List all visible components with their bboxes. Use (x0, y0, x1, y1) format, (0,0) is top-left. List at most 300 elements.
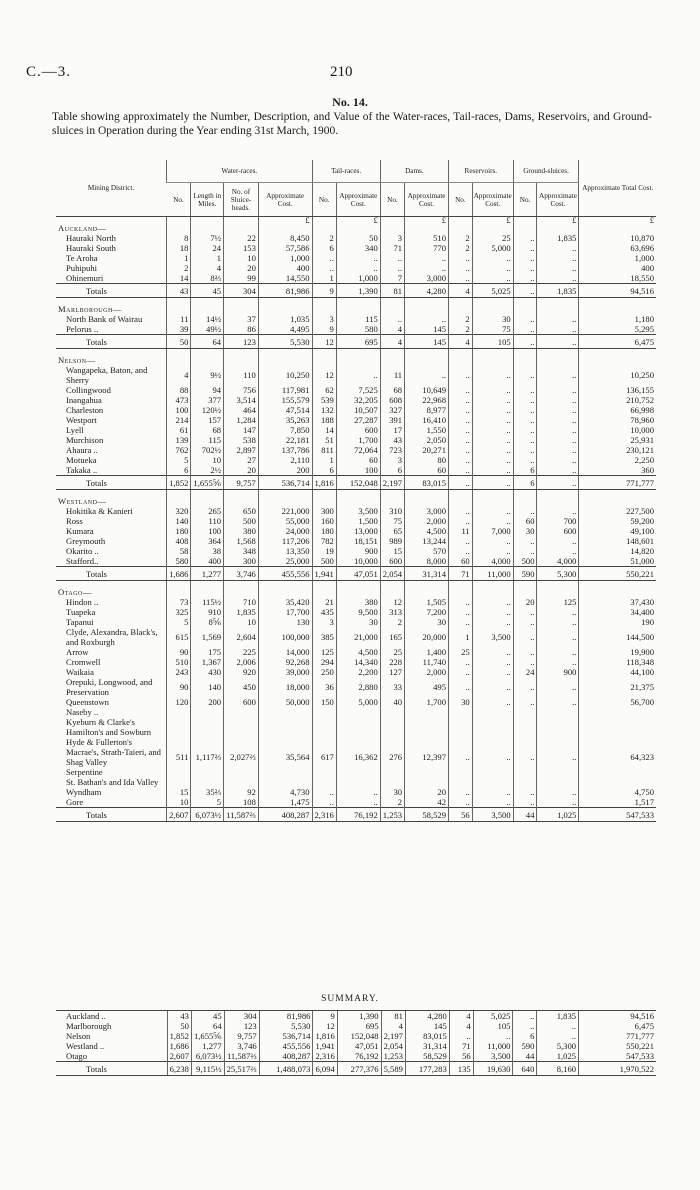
cell: 58,529 (405, 1051, 449, 1062)
cell: 14 (167, 273, 191, 284)
cell: 400 (579, 263, 656, 273)
cell: 2,110 (258, 455, 312, 465)
cell: 364 (191, 536, 224, 546)
cell: .. (537, 405, 579, 415)
cell (513, 707, 537, 717)
cell (224, 304, 259, 314)
district-heading-row (56, 223, 656, 233)
cell: 11,587⅔ (224, 1051, 259, 1062)
cell: 86 (224, 324, 259, 335)
cell: 30 (449, 697, 473, 707)
cell: .. (513, 797, 537, 808)
cell (312, 717, 336, 737)
cell: .. (312, 253, 336, 263)
cell: 1,035 (258, 314, 312, 324)
cell: .. (472, 536, 513, 546)
cell: 723 (380, 445, 404, 455)
cell: .. (449, 617, 473, 627)
cell: .. (537, 435, 579, 445)
cell: 2,000 (405, 516, 449, 526)
cell (449, 496, 473, 506)
district-name: Waikaia (66, 667, 94, 677)
summary-heading: SUMMARY. (321, 994, 379, 1004)
cell: 4 (449, 335, 473, 349)
district-name: Collingwood (66, 385, 111, 395)
cell (513, 223, 537, 233)
cell: 139 (167, 435, 191, 445)
cell (224, 737, 259, 747)
district-name: North Bank of Wairau (66, 314, 143, 324)
cell: .. (537, 243, 579, 253)
table-row (56, 737, 656, 747)
district-name: Naseby .. (66, 707, 99, 717)
cell: .. (537, 506, 579, 516)
cell: .. (472, 445, 513, 455)
district-name: Westport (66, 415, 97, 425)
cell (513, 355, 537, 365)
cell: .. (449, 797, 473, 808)
cell: .. (449, 425, 473, 435)
cell (380, 304, 404, 314)
district-name: Greymouth (66, 536, 106, 546)
district-name: Totals (56, 567, 167, 581)
cell: 8,160 (537, 1062, 579, 1076)
cell: 1,000 (336, 273, 380, 284)
cell: 120½ (191, 405, 224, 415)
cell (537, 223, 579, 233)
cell: 157 (191, 415, 224, 425)
cell: 500 (312, 556, 336, 567)
cell (167, 587, 191, 597)
cell: 140 (167, 516, 191, 526)
cell: .. (537, 314, 579, 324)
cell: 92 (224, 787, 259, 797)
cell: 3,746 (224, 1041, 259, 1051)
cell: 5 (191, 797, 224, 808)
currency-sign: £ (336, 217, 380, 224)
cell: 190 (579, 617, 656, 627)
cell (472, 767, 513, 777)
district-name: Marlborough— (58, 304, 122, 314)
cell: 177,283 (405, 1062, 449, 1076)
table-row (56, 747, 656, 767)
cell: .. (472, 657, 513, 667)
cell: 10,250 (579, 365, 656, 385)
cell: 14 (312, 425, 336, 435)
cell (449, 777, 473, 787)
cell: 3 (380, 455, 404, 465)
cell: .. (513, 747, 537, 767)
cell: 1,970,522 (579, 1062, 656, 1076)
cell: 9 (313, 1011, 337, 1022)
cell: 150 (312, 697, 336, 707)
cell: 3 (312, 314, 336, 324)
cell: 43 (167, 284, 191, 298)
cell: 771,777 (579, 476, 656, 490)
cell: 455,556 (259, 1041, 313, 1051)
cell: 50,000 (258, 697, 312, 707)
table-row (56, 1041, 656, 1051)
cell: .. (449, 445, 473, 455)
cell: .. (537, 455, 579, 465)
cell (167, 223, 191, 233)
cell: 14½ (191, 314, 224, 324)
cell: .. (513, 405, 537, 415)
table-row (56, 767, 656, 777)
table-row (56, 233, 656, 243)
cell: .. (537, 465, 579, 476)
cell: 4 (449, 1011, 473, 1022)
district-name: Cromwell (66, 657, 101, 667)
cell: 2 (449, 233, 473, 243)
cell (312, 304, 336, 314)
cell: 210,752 (579, 395, 656, 405)
cell: .. (537, 677, 579, 697)
totals-row (56, 567, 656, 581)
cell: 25,000 (258, 556, 312, 567)
cell: 180 (312, 526, 336, 536)
cell: 68 (191, 425, 224, 435)
cell: 2,880 (336, 677, 380, 697)
cell: 695 (337, 1021, 381, 1031)
cell (258, 355, 312, 365)
cell: 7,000 (472, 526, 513, 536)
cell: .. (513, 273, 537, 284)
cell: 408,287 (259, 1051, 313, 1062)
cell: 570 (405, 546, 449, 556)
cell: 59,200 (579, 516, 656, 526)
summary-table-body (56, 1011, 656, 1076)
cell: 221,000 (258, 506, 312, 516)
cell (449, 304, 473, 314)
ground-sluices-header: Ground-sluices. (513, 160, 579, 183)
cell: 600 (336, 425, 380, 435)
table-row (56, 273, 656, 284)
cell: 9½ (191, 365, 224, 385)
cell: 39,000 (258, 667, 312, 677)
cell: 137,786 (258, 445, 312, 455)
totals-row (56, 1062, 656, 1076)
cell: .. (336, 797, 380, 808)
cell (537, 767, 579, 777)
cell: .. (449, 415, 473, 425)
currency-sign: £ (405, 217, 449, 224)
cell: 3,000 (405, 506, 449, 516)
cell: 1,277 (191, 1041, 224, 1051)
cell: 20,271 (405, 445, 449, 455)
cell (579, 304, 656, 314)
cell: 51 (312, 435, 336, 445)
cell: 38 (191, 546, 224, 556)
cell (258, 767, 312, 777)
cell: 4,280 (405, 1011, 449, 1022)
cell: .. (513, 243, 537, 253)
table-row (56, 445, 656, 455)
cell (405, 587, 449, 597)
cell: .. (537, 607, 579, 617)
cell: 5 (167, 455, 191, 465)
cell (579, 717, 656, 737)
cell: 5,589 (381, 1062, 405, 1076)
cell: 66,998 (579, 405, 656, 415)
cell: 1 (191, 253, 224, 263)
cell: 510 (167, 657, 191, 667)
table-row (56, 243, 656, 253)
cell: 1,117⅔ (191, 747, 224, 767)
cell (405, 707, 449, 717)
district-name: Clyde, Alexandra, Black's, and Roxburgh (66, 627, 158, 647)
cell (336, 707, 380, 717)
cell: 50 (167, 1021, 191, 1031)
cell: .. (513, 435, 537, 445)
cell: 22,968 (405, 395, 449, 405)
cell: 31,314 (405, 1041, 449, 1051)
col-approx-cost: Approximate Cost. (336, 183, 380, 217)
table-row (56, 597, 656, 607)
col-no: No. (167, 183, 191, 217)
cell (405, 777, 449, 787)
cell (224, 707, 259, 717)
cell: .. (513, 395, 537, 405)
cell: 61 (167, 425, 191, 435)
cell (191, 355, 224, 365)
cell: 9,115½ (191, 1062, 224, 1076)
cell (312, 223, 336, 233)
cell: 6 (312, 243, 336, 253)
cell: .. (472, 516, 513, 526)
cell: 4,730 (258, 787, 312, 797)
table-row (56, 263, 656, 273)
cell (380, 707, 404, 717)
cell: 108 (224, 797, 259, 808)
cell: .. (472, 667, 513, 677)
cell: 6,475 (579, 1021, 656, 1031)
table-row (56, 787, 656, 797)
cell: 76,192 (337, 1051, 381, 1062)
cell: 25 (449, 647, 473, 657)
cell: .. (513, 425, 537, 435)
cell: 5,000 (336, 697, 380, 707)
cell: 989 (380, 536, 404, 546)
cell (167, 496, 191, 506)
district-name: Motueka (66, 455, 97, 465)
cell: 94,516 (579, 1011, 656, 1022)
reservoirs-header: Reservoirs. (449, 160, 514, 183)
cell: 1,835 (537, 233, 579, 243)
cell (258, 304, 312, 314)
cell: 6,073½ (191, 808, 224, 822)
cell: .. (537, 1031, 579, 1041)
district-header: Mining District. (56, 160, 167, 217)
cell: 11 (449, 526, 473, 536)
cell (312, 777, 336, 787)
table-row (56, 455, 656, 465)
cell (537, 737, 579, 747)
cell: 71 (380, 243, 404, 253)
district-name: Totals (56, 284, 167, 298)
table-row (56, 385, 656, 395)
cell: 10,000 (336, 556, 380, 567)
cell: 100 (167, 405, 191, 415)
cell: .. (472, 506, 513, 516)
cell: 72,064 (336, 445, 380, 455)
table-caption: Table showing approximately the Number, Description, and Value of the Water-races, Tail-races, Dams, Reservoirs, and Ground-sluices in Operation during the Year ending 31st March, 1900. (52, 111, 652, 137)
cell: .. (472, 263, 513, 273)
cell (191, 223, 224, 233)
cell: 11,587⅔ (224, 808, 259, 822)
cell (224, 587, 259, 597)
cell: 243 (167, 667, 191, 677)
cell: 200 (258, 465, 312, 476)
cell: 304 (224, 284, 259, 298)
cell (191, 717, 224, 737)
district-name: Westland— (58, 496, 107, 506)
district-name: Lyell (66, 425, 84, 435)
cell: 5,025 (472, 284, 513, 298)
cell (258, 737, 312, 747)
cell: 49½ (191, 324, 224, 335)
cell: 3 (380, 233, 404, 243)
cell: 4,000 (537, 556, 579, 567)
cell: .. (449, 455, 473, 465)
cell: 2,200 (336, 667, 380, 677)
cell: 2,197 (381, 1031, 405, 1041)
cell: 127 (380, 667, 404, 677)
cell: 550,221 (579, 567, 656, 581)
cell: 1,568 (224, 536, 259, 546)
table-row (56, 556, 656, 567)
cell: 145 (405, 1021, 449, 1031)
cell: 348 (224, 546, 259, 556)
district-name: Auckland .. (56, 1011, 167, 1022)
cell: .. (312, 263, 336, 273)
cell (167, 304, 191, 314)
cell (380, 496, 404, 506)
cell: 11,000 (472, 567, 513, 581)
cell: 62 (312, 385, 336, 395)
cell: 35,420 (258, 597, 312, 607)
table-row (56, 667, 656, 677)
cell: 300 (224, 556, 259, 567)
cell (537, 496, 579, 506)
cell: 47,514 (258, 405, 312, 415)
cell (191, 587, 224, 597)
cell: 539 (312, 395, 336, 405)
cell: 65 (380, 526, 404, 536)
cell (336, 777, 380, 787)
cell: 408,287 (258, 808, 312, 822)
cell: 180 (167, 526, 191, 536)
cell: 145 (405, 335, 449, 349)
col-approx-cost: Approximate Cost. (537, 183, 579, 217)
cell (312, 355, 336, 365)
district-name: Hauraki South (66, 243, 116, 253)
cell: 19 (312, 546, 336, 556)
cell: 1,277 (191, 567, 224, 581)
cell: 100 (191, 526, 224, 536)
cell: 385 (312, 627, 336, 647)
table-row (56, 465, 656, 476)
cell: 1,488,073 (259, 1062, 313, 1076)
cell: 25,517⅔ (224, 1062, 259, 1076)
cell: .. (513, 657, 537, 667)
cell: .. (537, 253, 579, 263)
cell: .. (472, 607, 513, 617)
cell: 47,051 (337, 1041, 381, 1051)
cell: 44 (513, 808, 537, 822)
cell (405, 355, 449, 365)
cell: 39 (167, 324, 191, 335)
cell: 50 (167, 335, 191, 349)
cell: 4 (449, 1021, 473, 1031)
cell: 21 (312, 597, 336, 607)
cell: 1,000 (579, 253, 656, 263)
district-name: Otago— (58, 587, 92, 597)
cell: 2,000 (405, 667, 449, 677)
cell: .. (472, 476, 513, 490)
cell: 294 (312, 657, 336, 667)
cell (258, 496, 312, 506)
cell: .. (513, 617, 537, 627)
cell: .. (537, 273, 579, 284)
cell: 115 (336, 314, 380, 324)
cell: .. (472, 747, 513, 767)
cell: 17,700 (258, 607, 312, 617)
cell: 49,100 (579, 526, 656, 536)
cell: 8,000 (405, 556, 449, 567)
totals-row (56, 335, 656, 349)
cell: 58 (167, 546, 191, 556)
cell (258, 717, 312, 737)
cell: 4 (167, 365, 191, 385)
cell (405, 223, 449, 233)
cell (258, 707, 312, 717)
cell: 547,533 (579, 808, 656, 822)
cell: 92,268 (258, 657, 312, 667)
cell: 12,397 (405, 747, 449, 767)
table-row (56, 717, 656, 737)
cell: .. (537, 425, 579, 435)
cell: 37,430 (579, 597, 656, 607)
cell: .. (513, 314, 537, 324)
district-name: Arrow (66, 647, 89, 657)
cell (380, 717, 404, 737)
cell: 6 (513, 1031, 537, 1041)
cell: 4,280 (405, 284, 449, 298)
cell: 155,579 (258, 395, 312, 405)
district-name: Stafford.. (66, 556, 99, 566)
cell: 304 (224, 1011, 259, 1022)
cell: 1,500 (336, 516, 380, 526)
cell: .. (513, 607, 537, 617)
currency-sign: £ (537, 217, 579, 224)
cell: 1,835 (537, 284, 579, 298)
cell (167, 717, 191, 737)
cell (579, 223, 656, 233)
cell: 2,250 (579, 455, 656, 465)
cell: 123 (224, 1021, 259, 1031)
district-name: Pelorus .. (66, 324, 99, 334)
cell (472, 777, 513, 787)
district-name: Kyeburn & Clarke's Hamilton's and Sowburn (66, 717, 152, 737)
cell: 81 (380, 284, 404, 298)
cell: 5,000 (472, 243, 513, 253)
water-races-header: Water-races. (167, 160, 312, 183)
cell: 18,550 (579, 273, 656, 284)
cell: 495 (405, 677, 449, 697)
page-number: 210 (330, 64, 353, 80)
cell: 60 (336, 455, 380, 465)
